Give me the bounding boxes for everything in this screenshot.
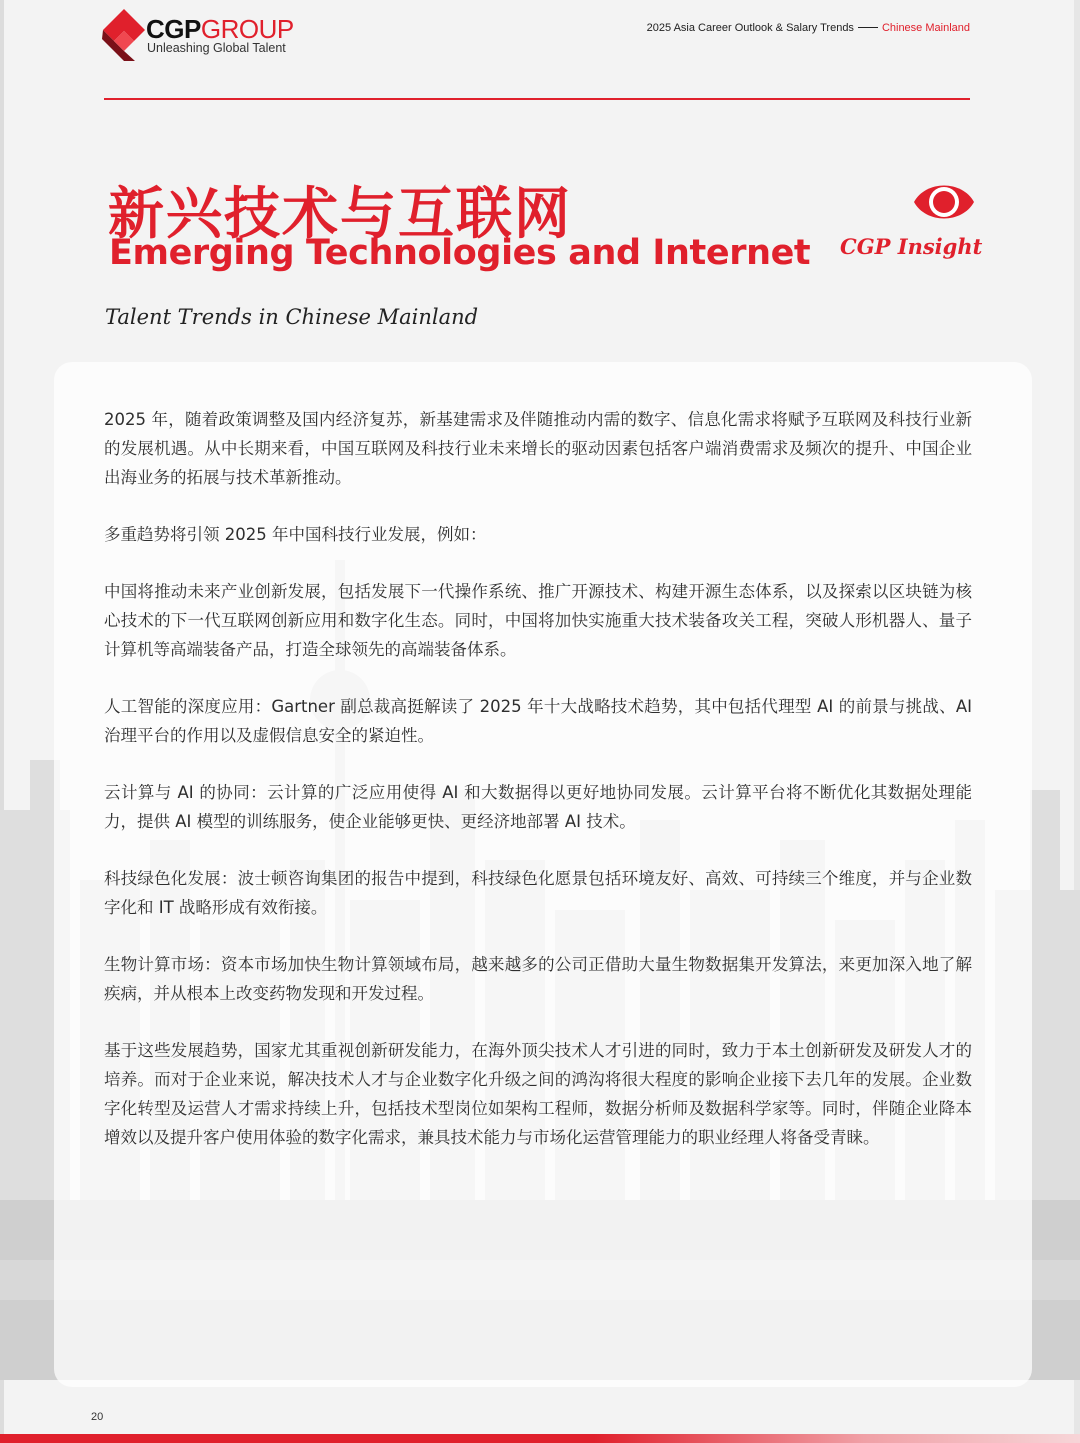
report-title: 2025 Asia Career Outlook & Salary Trends xyxy=(646,22,854,34)
paragraph-talent-summary: 基于这些发展趋势，国家尤其重视创新研发能力，在海外顶尖技术人才引进的同时，致力于本土创新研发及研发人才的培养。而对于企业来说，解决技术人才与企业数字化升级之间的鸿沟将很大程度的影响企业接下去几年的发展。企业数字化转型及运营人才需求持续上升，包括技术型岗位如架构工程师，数据分析师及数据科学家等。同时，伴随企业降本增效以及提升客户使用体验的数字化需求，兼具技术能力与市场化运营管理能力的职业经理人将备受青睐。 xyxy=(104,1041,972,1147)
footer-accent-bar xyxy=(0,1434,1080,1443)
report-region: Chinese Mainland xyxy=(881,22,970,34)
paragraph-bio-computing: 生物计算市场：资本市场加快生物计算领域布局，越来越多的公司正借助大量生物数据集开发算法，来更加深入地了解疾病，并从根本上改变药物发现和开发过程。 xyxy=(104,955,972,1003)
paragraph-green-tech: 科技绿色化发展：波士顿咨询集团的报告中提到，科技绿色化愿景包括环境友好、高效、可持续三个维度，并与企业数字化和 IT 战略形成有效衔接。 xyxy=(104,869,972,917)
logo-wordmark: CGPGROUP xyxy=(146,14,294,44)
page-subtitle: Talent Trends in Chinese Mainland xyxy=(105,305,479,329)
paragraph-intro: 2025 年，随着政策调整及国内经济复苏，新基建需求及伴随推动内需的数字、信息化需求将赋予互联网及科技行业新的发展机遇。从中长期来看，中国互联网及科技行业未来增长的驱动因素包括客户端消费需求及频次的提升、中国企业出海业务的拓展与技术革新推动。 xyxy=(104,410,972,487)
page-title-chinese: 新兴技术与互联网 xyxy=(108,182,572,247)
cgp-insight-badge xyxy=(836,178,981,268)
page-number: 20 xyxy=(91,1411,104,1423)
cgp-logo xyxy=(102,8,322,64)
running-head-dash xyxy=(858,27,878,28)
logo-tagline: Unleashing Global Talent xyxy=(147,41,286,55)
header-divider xyxy=(104,98,970,100)
running-head xyxy=(647,22,970,34)
insight-label: CGP Insight xyxy=(840,234,983,259)
paragraph-future-industry: 中国将推动未来产业创新发展，包括发展下一代操作系统、推广开源技术、构建开源生态体系，以及探索以区块链为核心技术的下一代互联网创新应用和数字化生态。同时，中国将加快实施重大技术装备攻关工程，突破人形机器人、量子计算机等高端装备产品，打造全球领先的高端装备体系。 xyxy=(104,582,972,659)
logo-diamond-icon xyxy=(102,8,146,62)
paragraph-trends-lead: 多重趋势将引领 2025 年中国科技行业发展，例如： xyxy=(104,525,487,544)
paragraph-ai-application: 人工智能的深度应用：Gartner 副总裁高挺解读了 2025 年十大战略技术趋势，其中包括代理型 AI 的前景与挑战、AI 治理平台的作用以及虚假信息安全的紧迫性。 xyxy=(104,697,972,745)
paragraph-cloud-ai: 云计算与 AI 的协同：云计算的广泛应用使得 AI 和大数据得以更好地协同发展。云计算平台将不断优化其数据处理能力，提供 AI 模型的训练服务，使企业能够更快、更经济地部署 AI 技术。 xyxy=(104,783,972,831)
page-title-english: Emerging Technologies and Internet xyxy=(109,233,811,273)
eye-icon xyxy=(912,178,976,226)
